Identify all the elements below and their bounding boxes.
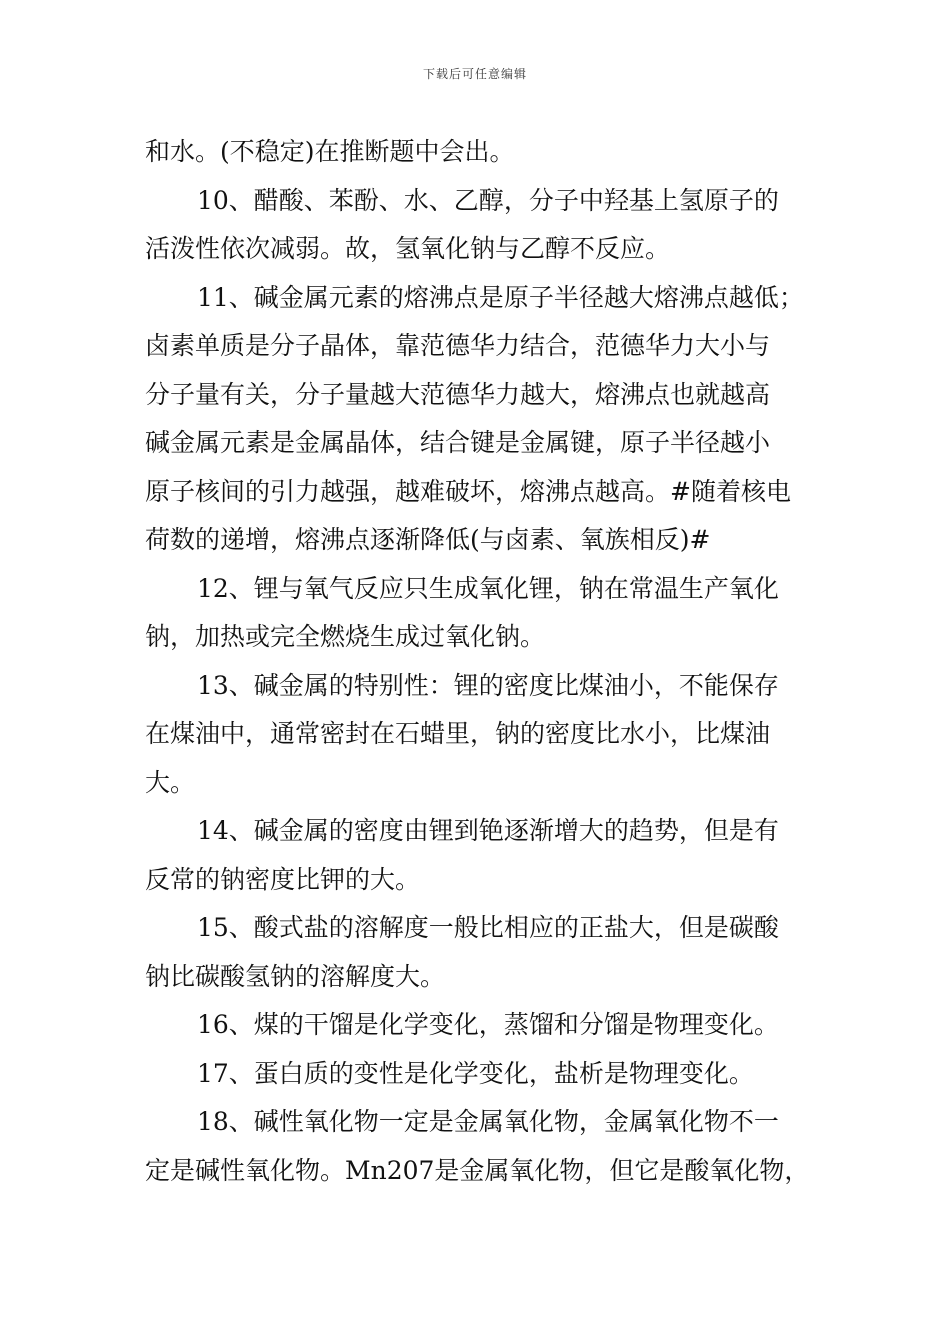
paragraph-start-14: 14、碱金属的密度由锂到铯逐渐增大的趋势，但是有 bbox=[197, 816, 779, 845]
paragraph-start-12: 12、锂与氧气反应只生成氧化锂，钠在常温生产氧化 bbox=[197, 573, 779, 603]
paragraph-start-13: 13、碱金属的特别性：锂的密度比煤油小，不能保存 bbox=[197, 670, 779, 700]
paragraph-start-16: 16、煤的干馏是化学变化，蒸馏和分馏是物理变化。 bbox=[197, 1010, 779, 1039]
text-line: 钠比碳酸氢钠的溶解度大。 bbox=[145, 961, 446, 991]
paragraph-start-18: 18、碱性氧化物一定是金属氧化物，金属氧化物不一 bbox=[197, 1107, 779, 1136]
text-line: 卤素单质是分子晶体，靠范德华力结合，范德华力大小与 bbox=[145, 331, 771, 360]
text-line: 反常的钠密度比钾的大。 bbox=[145, 864, 421, 894]
text-line: 和水。(不稳定)在推断题中会出。 bbox=[145, 137, 515, 166]
text-line: 钠，加热或完全燃烧生成过氧化钠。 bbox=[145, 622, 546, 651]
paragraph-start-15: 15、酸式盐的溶解度一般比相应的正盐大，但是碳酸 bbox=[197, 913, 779, 942]
text-line: 大。 bbox=[145, 767, 196, 797]
text-line: 活泼性依次减弱。故，氢氧化钠与乙醇不反应。 bbox=[145, 234, 671, 263]
text-line: 在煤油中，通常密封在石蜡里，钠的密度比水小，比煤油 bbox=[145, 719, 771, 748]
document-body bbox=[145, 128, 810, 1195]
page-header: 下载后可任意编辑 bbox=[422, 67, 527, 81]
paragraph-start-17: 17、蛋白质的变性是化学变化，盐析是物理变化。 bbox=[197, 1058, 754, 1088]
text-line: 原子核间的引力越强，越难破坏，熔沸点越高。#随着核电 bbox=[145, 476, 791, 506]
paragraph-start-10: 10、醋酸、苯酚、水、乙醇，分子中羟基上氢原子的 bbox=[197, 185, 779, 215]
paragraph-start-11: 11、碱金属元素的熔沸点是原子半径越大熔沸点越低； bbox=[197, 282, 804, 312]
text-line: 分子量有关，分子量越大范德华力越大，熔沸点也就越高 bbox=[145, 379, 771, 409]
text-line: 荷数的递增，熔沸点逐渐降低(与卤素、氧族相反)# bbox=[145, 525, 711, 554]
text-line: 碱金属元素是金属晶体，结合键是金属键，原子半径越小 bbox=[145, 428, 771, 457]
text-line: 定是碱性氧化物。Mn207是金属氧化物，但它是酸氧化物， bbox=[145, 1155, 810, 1185]
